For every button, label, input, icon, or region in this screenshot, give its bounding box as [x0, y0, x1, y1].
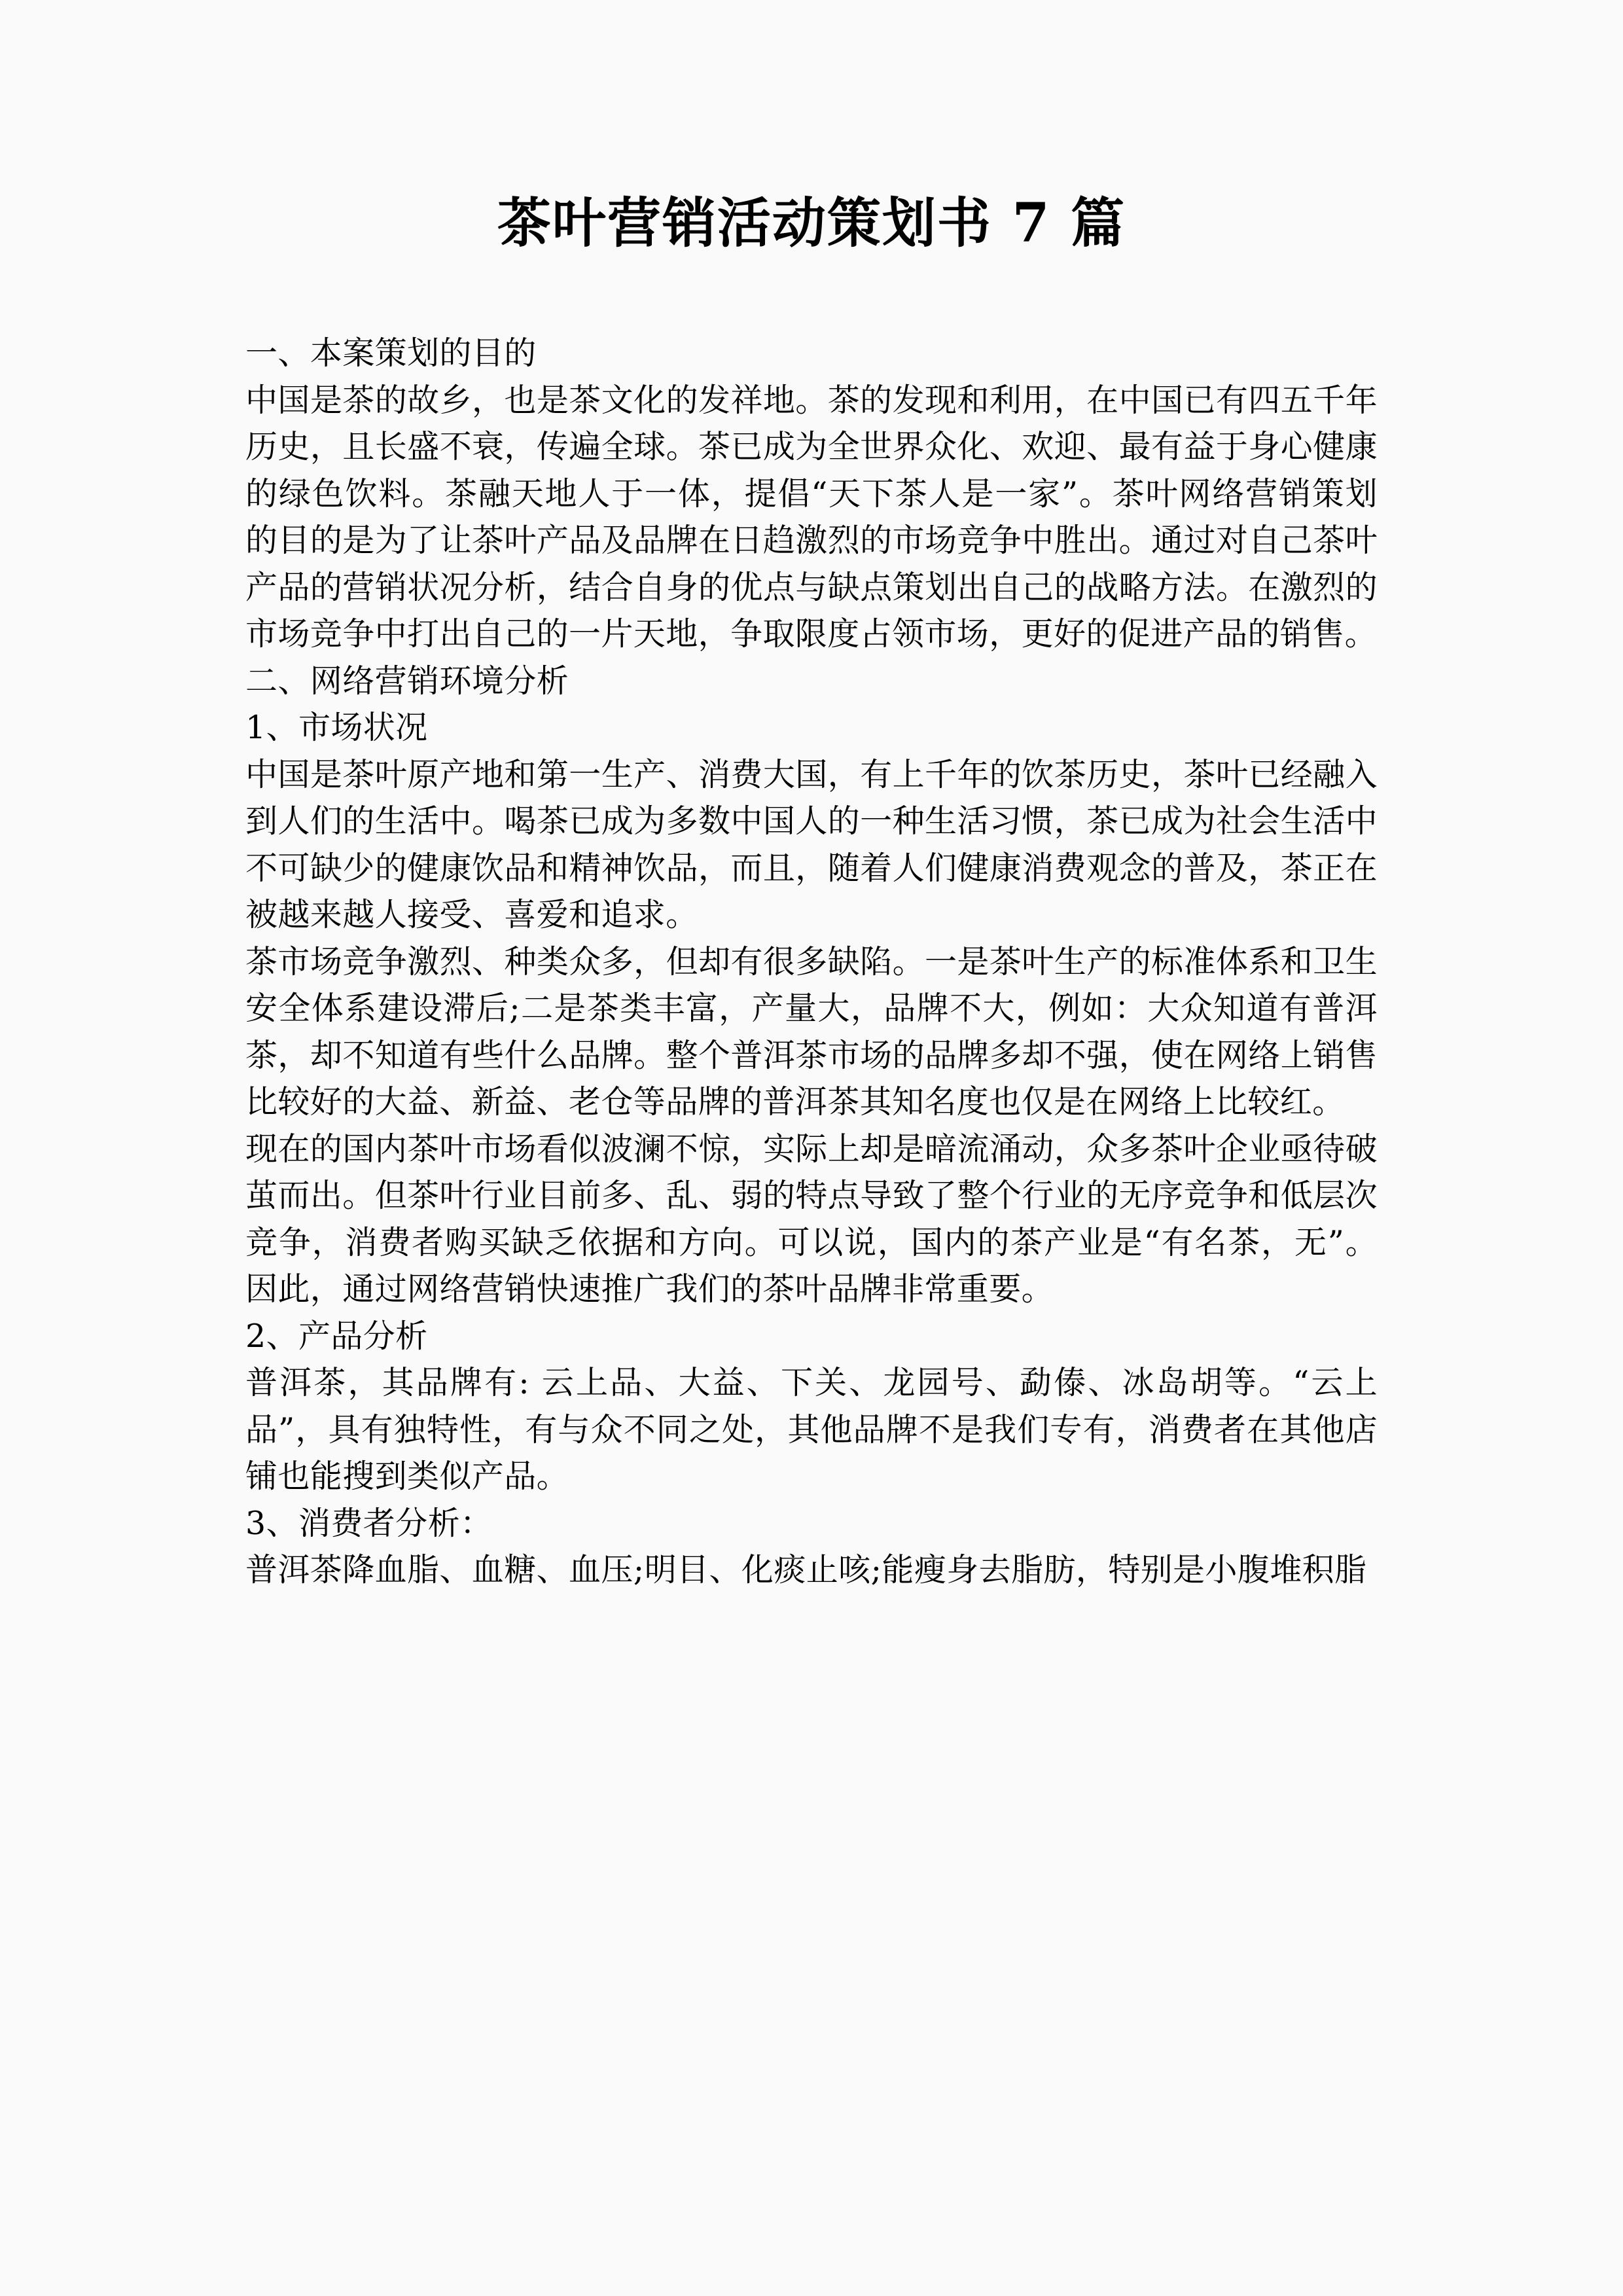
paragraph-6-clipped: 普洱茶降血脂、血糖、血压;明目、化痰止咳;能瘦身去脂肪，特别是小腹堆积脂: [245, 1551, 1367, 1588]
page-title: 茶叶营销活动策划书 7 篇: [497, 192, 1126, 255]
subsection-heading-2-3: 3、消费者分析：: [245, 1504, 493, 1542]
paragraph-5: 普洱茶，其品牌有: 云上品、大益、下关、龙园号、勐傣、冰岛胡等。“云上品”，具有独特性，有与众不同之处，其他品牌不是我们专有，消费者在其他店铺也能搜到类似产品。: [245, 1364, 1378, 1495]
paragraph-3: 茶市场竞争激烈、种类众多，但却有很多缺陷。一是茶叶生产的标准体系和卫生安全体系建设滞后;二是茶类丰富，产量大，品牌不大，例如：大众知道有普洱茶，却不知道有些什么品牌。整个普洱茶市场的品牌多却不强，使在网络上销售比较好的大益、新益、老仓等品牌的普洱茶其知名度也仅是在网络上比较红。: [245, 942, 1378, 1121]
subsection-heading-2-1: 1、市场状况: [245, 709, 428, 746]
section-heading-2: 二、网络营销环境分析: [245, 662, 569, 700]
paragraph-4: 现在的国内茶叶市场看似波澜不惊，实际上却是暗流涌动，众多茶叶企业亟待破茧而出。但茶叶行业目前多、乱、弱的特点导致了整个行业的无序竞争和低层次竞争，消费者购买缺乏依据和方向。可以说，国内的茶产业是“有名茶，无”。因此，通过网络营销快速推广我们的茶叶品牌非常重要。: [245, 1130, 1378, 1308]
paragraph-2: 中国是茶叶原产地和第一生产、消费大国，有上千年的饮茶历史，茶叶已经融入到人们的生活中。喝茶已成为多数中国人的一种生活习惯，茶已成为社会生活中不可缺少的健康饮品和精神饮品，而且，随着人们健康消费观念的普及，茶正在被越来越人接受、喜爱和追求。: [245, 755, 1378, 933]
section-heading-1: 一、本案策划的目的: [245, 334, 537, 372]
subsection-heading-2-2: 2、产品分析: [245, 1317, 428, 1355]
paragraph-1: 中国是茶的故乡，也是茶文化的发祥地。茶的发现和利用，在中国已有四五千年历史，且长盛不衰，传遍全球。茶已成为全世界众化、欢迎、最有益于身心健康的绿色饮料。茶融天地人于一体，提倡“天下茶人是一家”。茶叶网络营销策划的目的是为了让茶叶产品及品牌在日趋激烈的市场竞争中胜出。通过对自己茶叶产品的营销状况分析，结合自身的优点与缺点策划出自己的战略方法。在激烈的市场竞争中打出自己的一片天地，争取限度占领市场，更好的促进产品的销售。: [245, 381, 1378, 653]
document-body: [245, 330, 1378, 1594]
